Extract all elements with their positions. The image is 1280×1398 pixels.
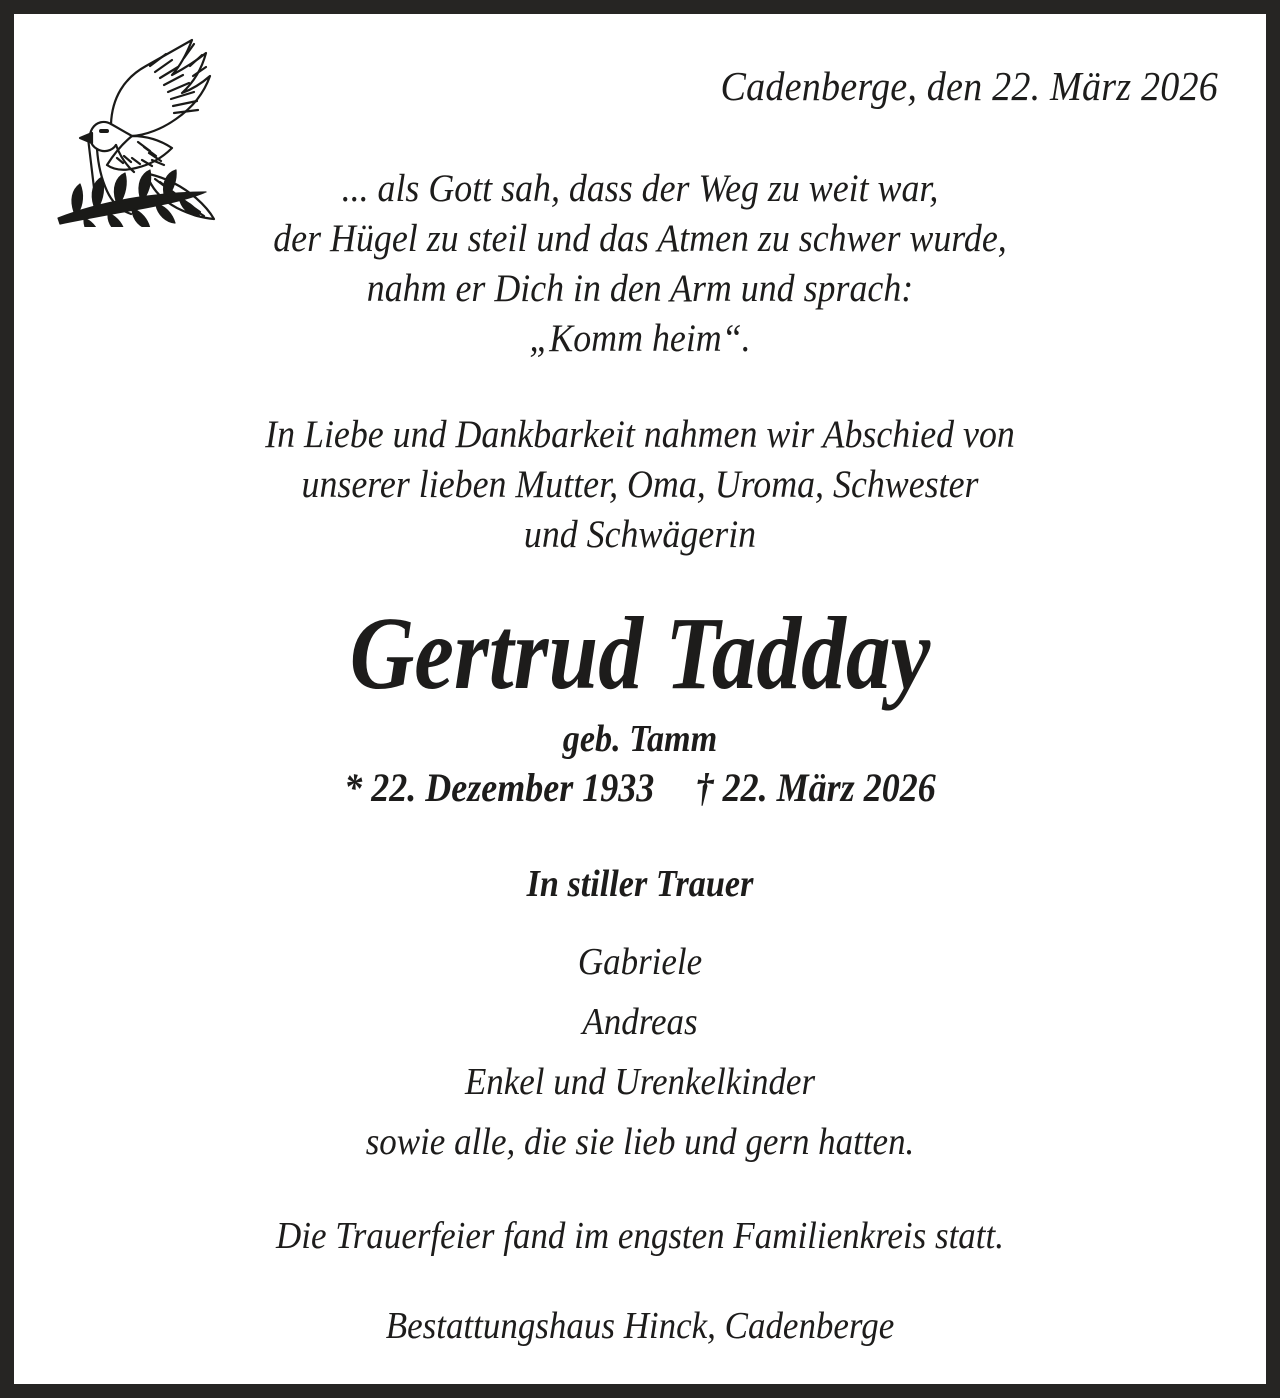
memorial-verse bbox=[64, 164, 1216, 364]
place-and-date: Cadenberge, den 22. März 2026 bbox=[720, 63, 1218, 109]
mourner-item: Andreas bbox=[582, 1001, 698, 1043]
funeral-home: Bestattungshaus Hinck, Cadenberge bbox=[385, 1305, 895, 1347]
intro-line-3: und Schwägerin bbox=[523, 513, 757, 556]
mourners-list bbox=[64, 932, 1216, 1172]
mourner-item: sowie alle, die sie lieb und gern hatten. bbox=[365, 1121, 915, 1163]
deceased-name: Gertrud Tadday bbox=[349, 596, 931, 711]
ceremony-note: Die Trauerfeier fand im engsten Familienkreis statt. bbox=[276, 1215, 1004, 1257]
verse-line-2: der Hügel zu steil und das Atmen zu schwer wurde, bbox=[273, 217, 1007, 260]
verse-line-3: nahm er Dich in den Arm und sprach: bbox=[366, 267, 914, 310]
obituary-notice-card bbox=[14, 14, 1266, 1384]
verse-line-1: ... als Gott sah, dass der Weg zu weit war, bbox=[341, 167, 939, 210]
death-date: † 22. März 2026 bbox=[695, 765, 936, 810]
intro-line-1: In Liebe und Dankbarkeit nahmen wir Abschied von bbox=[265, 413, 1015, 456]
farewell-intro bbox=[64, 410, 1216, 560]
mourner-item: Enkel und Urenkelkinder bbox=[464, 1061, 816, 1103]
deceased-maiden-name: geb. Tamm bbox=[562, 718, 718, 760]
birth-date: * 22. Dezember 1933 bbox=[344, 765, 655, 810]
life-dates bbox=[77, 764, 1204, 812]
mourner-item: Gabriele bbox=[577, 941, 703, 983]
verse-line-4: „Komm heim“. bbox=[529, 317, 751, 360]
mourning-heading: In stiller Trauer bbox=[526, 863, 754, 905]
intro-line-2: unserer lieben Mutter, Oma, Uroma, Schwester bbox=[301, 463, 979, 506]
